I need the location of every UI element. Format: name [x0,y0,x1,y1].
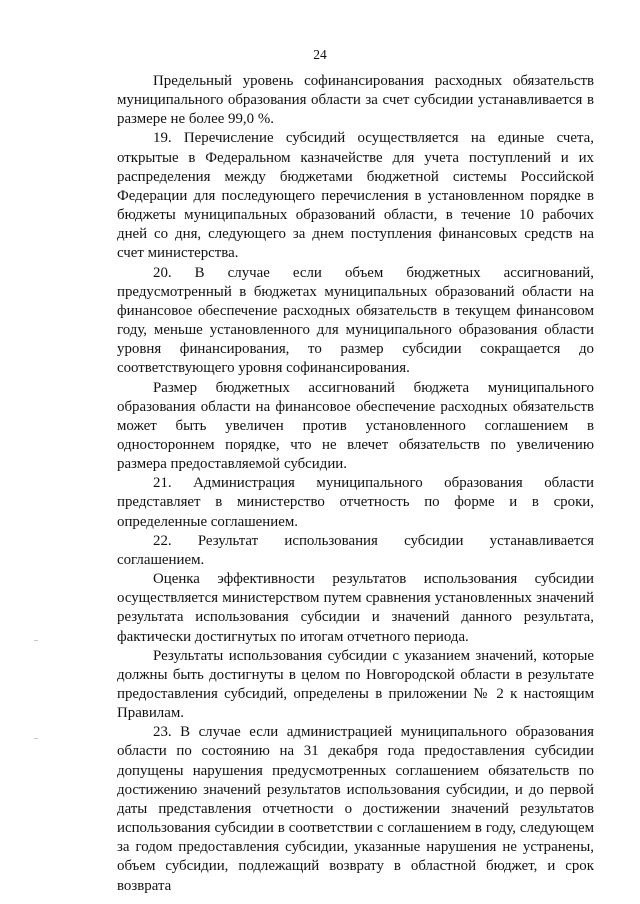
paragraph-item-19: 19. Перечисление субсидий осуществляется на единые счета, открытые в Федеральном казначействе для учета поступлений и их распределения между бюджетами бюджетной системы Российской Федерации для последующего перечисления в установленном порядке в бюджеты муниципальных образований области, в течение 10 рабочих дней со дня, следующего за днем поступления финансовых средств на счет министерства. [117,130,594,262]
page-number: 24 [313,47,327,62]
document-body [117,72,594,896]
paragraph-results-appendix: Результаты использования субсидии с указанием значений, которые должны быть достигнуты в целом по Новгородской области в результате предоставления субсидий, определены в приложении № 2 к настоящим Правилам. [117,647,594,722]
paragraph-efficiency-assessment: Оценка эффективности результатов использования субсидии осуществляется министерством путем сравнения установленных значений результата использования субсидии и значений данного результата, фактически достигнутых по итогам отчетного периода. [117,571,594,645]
paragraph-item-21: 21. Администрация муниципального образования области представляет в министерство отчетность по форме и в сроки, определенные соглашением. [117,475,594,530]
scan-margin-mark [34,640,38,641]
paragraph-item-23: 23. В случае если администрацией муниципального образования области по состоянию на 31 декабря года предоставления субсидии допущены нарушения предусмотренных соглашением обязательств по достижению значений результатов использования субсидии, и до первой даты представления отчетности о достижении значений результатов использования субсидии в соответствии с соглашением в году, следующем за годом предоставления субсидии, указанные нарушения не устранены, объем субсидии, подлежащий возврату в областной бюджет, и срок возврата [117,724,594,894]
paragraph-item-20: 20. В случае если объем бюджетных ассигнований, предусмотренный в бюджетах муниципальных образований области на финансовое обеспечение расходных обязательств в текущем финансовом году, меньше установленного для муниципального образования области уровня финансирования, то размер субсидии сокращается до соответствующего уровня софинансирования. [117,264,594,377]
paragraph-budget-increase: Размер бюджетных ассигнований бюджета муниципального образования области на финансовое обеспечение расходных обязательств может быть увеличен против установленного соглашением в одностороннем порядке, что не влечет обязательств по увеличению размера предоставляемой субсидии. [117,379,594,473]
paragraph-item-22: 22. Результат использования субсидии устанавливается соглашением. [117,532,594,568]
scan-margin-mark [34,738,38,739]
paragraph-cofinancing-limit: Предельный уровень софинансирования расходных обязательств муниципального образования области за счет субсидии устанавливается в размере не более 99,0 %. [117,73,594,128]
